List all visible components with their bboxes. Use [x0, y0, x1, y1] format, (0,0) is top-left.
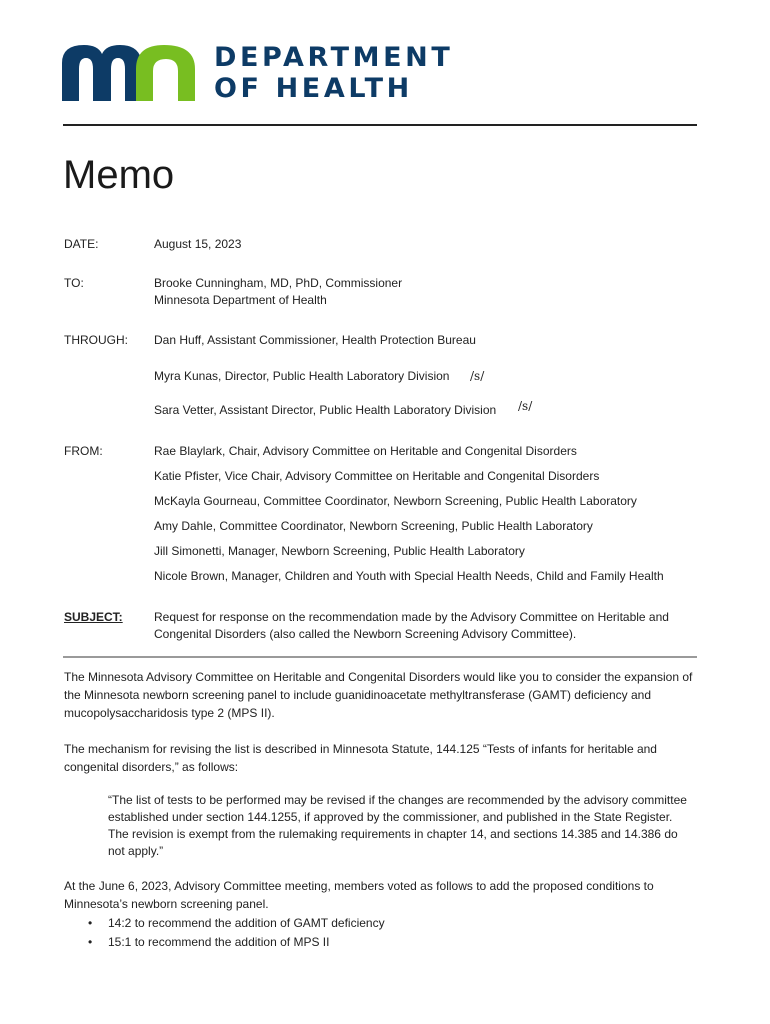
from-line: Amy Dahle, Committee Coordinator, Newborn Screening, Public Health Laboratory — [154, 519, 593, 533]
vote-result: 15:1 to recommend the addition of MPS II — [108, 935, 330, 949]
subject-line: Congenital Disorders (also called the Newborn Screening Advisory Committee). — [154, 627, 577, 641]
agency-name-line2: OF HEALTH — [214, 73, 413, 104]
from-label: FROM: — [64, 444, 103, 458]
from-line: McKayla Gourneau, Committee Coordinator, Newborn Screening, Public Health Laboratory — [154, 494, 637, 508]
logo-n-shape — [136, 45, 195, 101]
vote-result: 14:2 to recommend the addition of GAMT deficiency — [108, 916, 385, 930]
from-line: Katie Pfister, Vice Chair, Advisory Committee on Heritable and Congenital Disorders — [154, 469, 600, 483]
from-line: Rae Blaylark, Chair, Advisory Committee on Heritable and Congenital Disorders — [154, 444, 577, 458]
subject-label: SUBJECT: — [64, 610, 123, 624]
to-line: Minnesota Department of Health — [154, 293, 327, 307]
to-label: TO: — [64, 276, 84, 290]
through-line: Myra Kunas, Director, Public Health Laboratory Division — [154, 369, 450, 383]
body-paragraph: The mechanism for revising the list is described in Minnesota Statute, 144.125 “Tests of infants for heritable and congenital disorders,” as follows: — [64, 742, 657, 774]
body-paragraph: The Minnesota Advisory Committee on Heritable and Congenital Disorders would like you to consider the expansion of the Minnesota newborn screening panel to include guanidinoacetate methyltransferase (GAMT) deficiency and mucopolysaccharidosis type 2 (MPS II). — [64, 670, 693, 720]
list-item — [88, 914, 385, 932]
logo-m-shape — [62, 45, 142, 101]
bullet-icon: • — [88, 916, 93, 930]
date-label: DATE: — [64, 237, 99, 251]
through-line: Sara Vetter, Assistant Director, Public Health Laboratory Division — [154, 403, 497, 417]
statute-quote: “The list of tests to be performed may be revised if the changes are recommended by the advisory committee established under section 144.1255, if approved by the commissioner, and published in the State Register. The revision is exempt from the rulemaking requirements in chapter 14, and sections 14.385 and 14.386 do not apply.” — [108, 793, 687, 858]
section-divider — [63, 656, 697, 658]
date-value: August 15, 2023 — [154, 237, 242, 251]
mn-logo-icon — [62, 45, 195, 101]
list-item — [88, 933, 329, 951]
from-line: Nicole Brown, Manager, Children and Youth with Special Health Needs, Child and Family Health — [154, 569, 664, 583]
header-divider — [63, 124, 697, 126]
to-line: Brooke Cunningham, MD, PhD, Commissioner — [154, 276, 403, 290]
body-paragraph: At the June 6, 2023, Advisory Committee meeting, members voted as follows to add the proposed conditions to Minnesota’s newborn screening panel. — [64, 879, 654, 911]
agency-name-line1: DEPARTMENT — [214, 42, 454, 73]
signature-mark: /s/ — [518, 399, 533, 413]
through-line: Dan Huff, Assistant Commissioner, Health Protection Bureau — [154, 333, 476, 347]
page-title: Memo — [63, 153, 175, 197]
subject-line: Request for response on the recommendation made by the Advisory Committee on Heritable and — [154, 610, 669, 624]
from-line: Jill Simonetti, Manager, Newborn Screening, Public Health Laboratory — [154, 544, 525, 558]
bullet-icon: • — [88, 935, 93, 949]
signature-mark: /s/ — [470, 369, 485, 383]
through-label: THROUGH: — [64, 333, 128, 347]
